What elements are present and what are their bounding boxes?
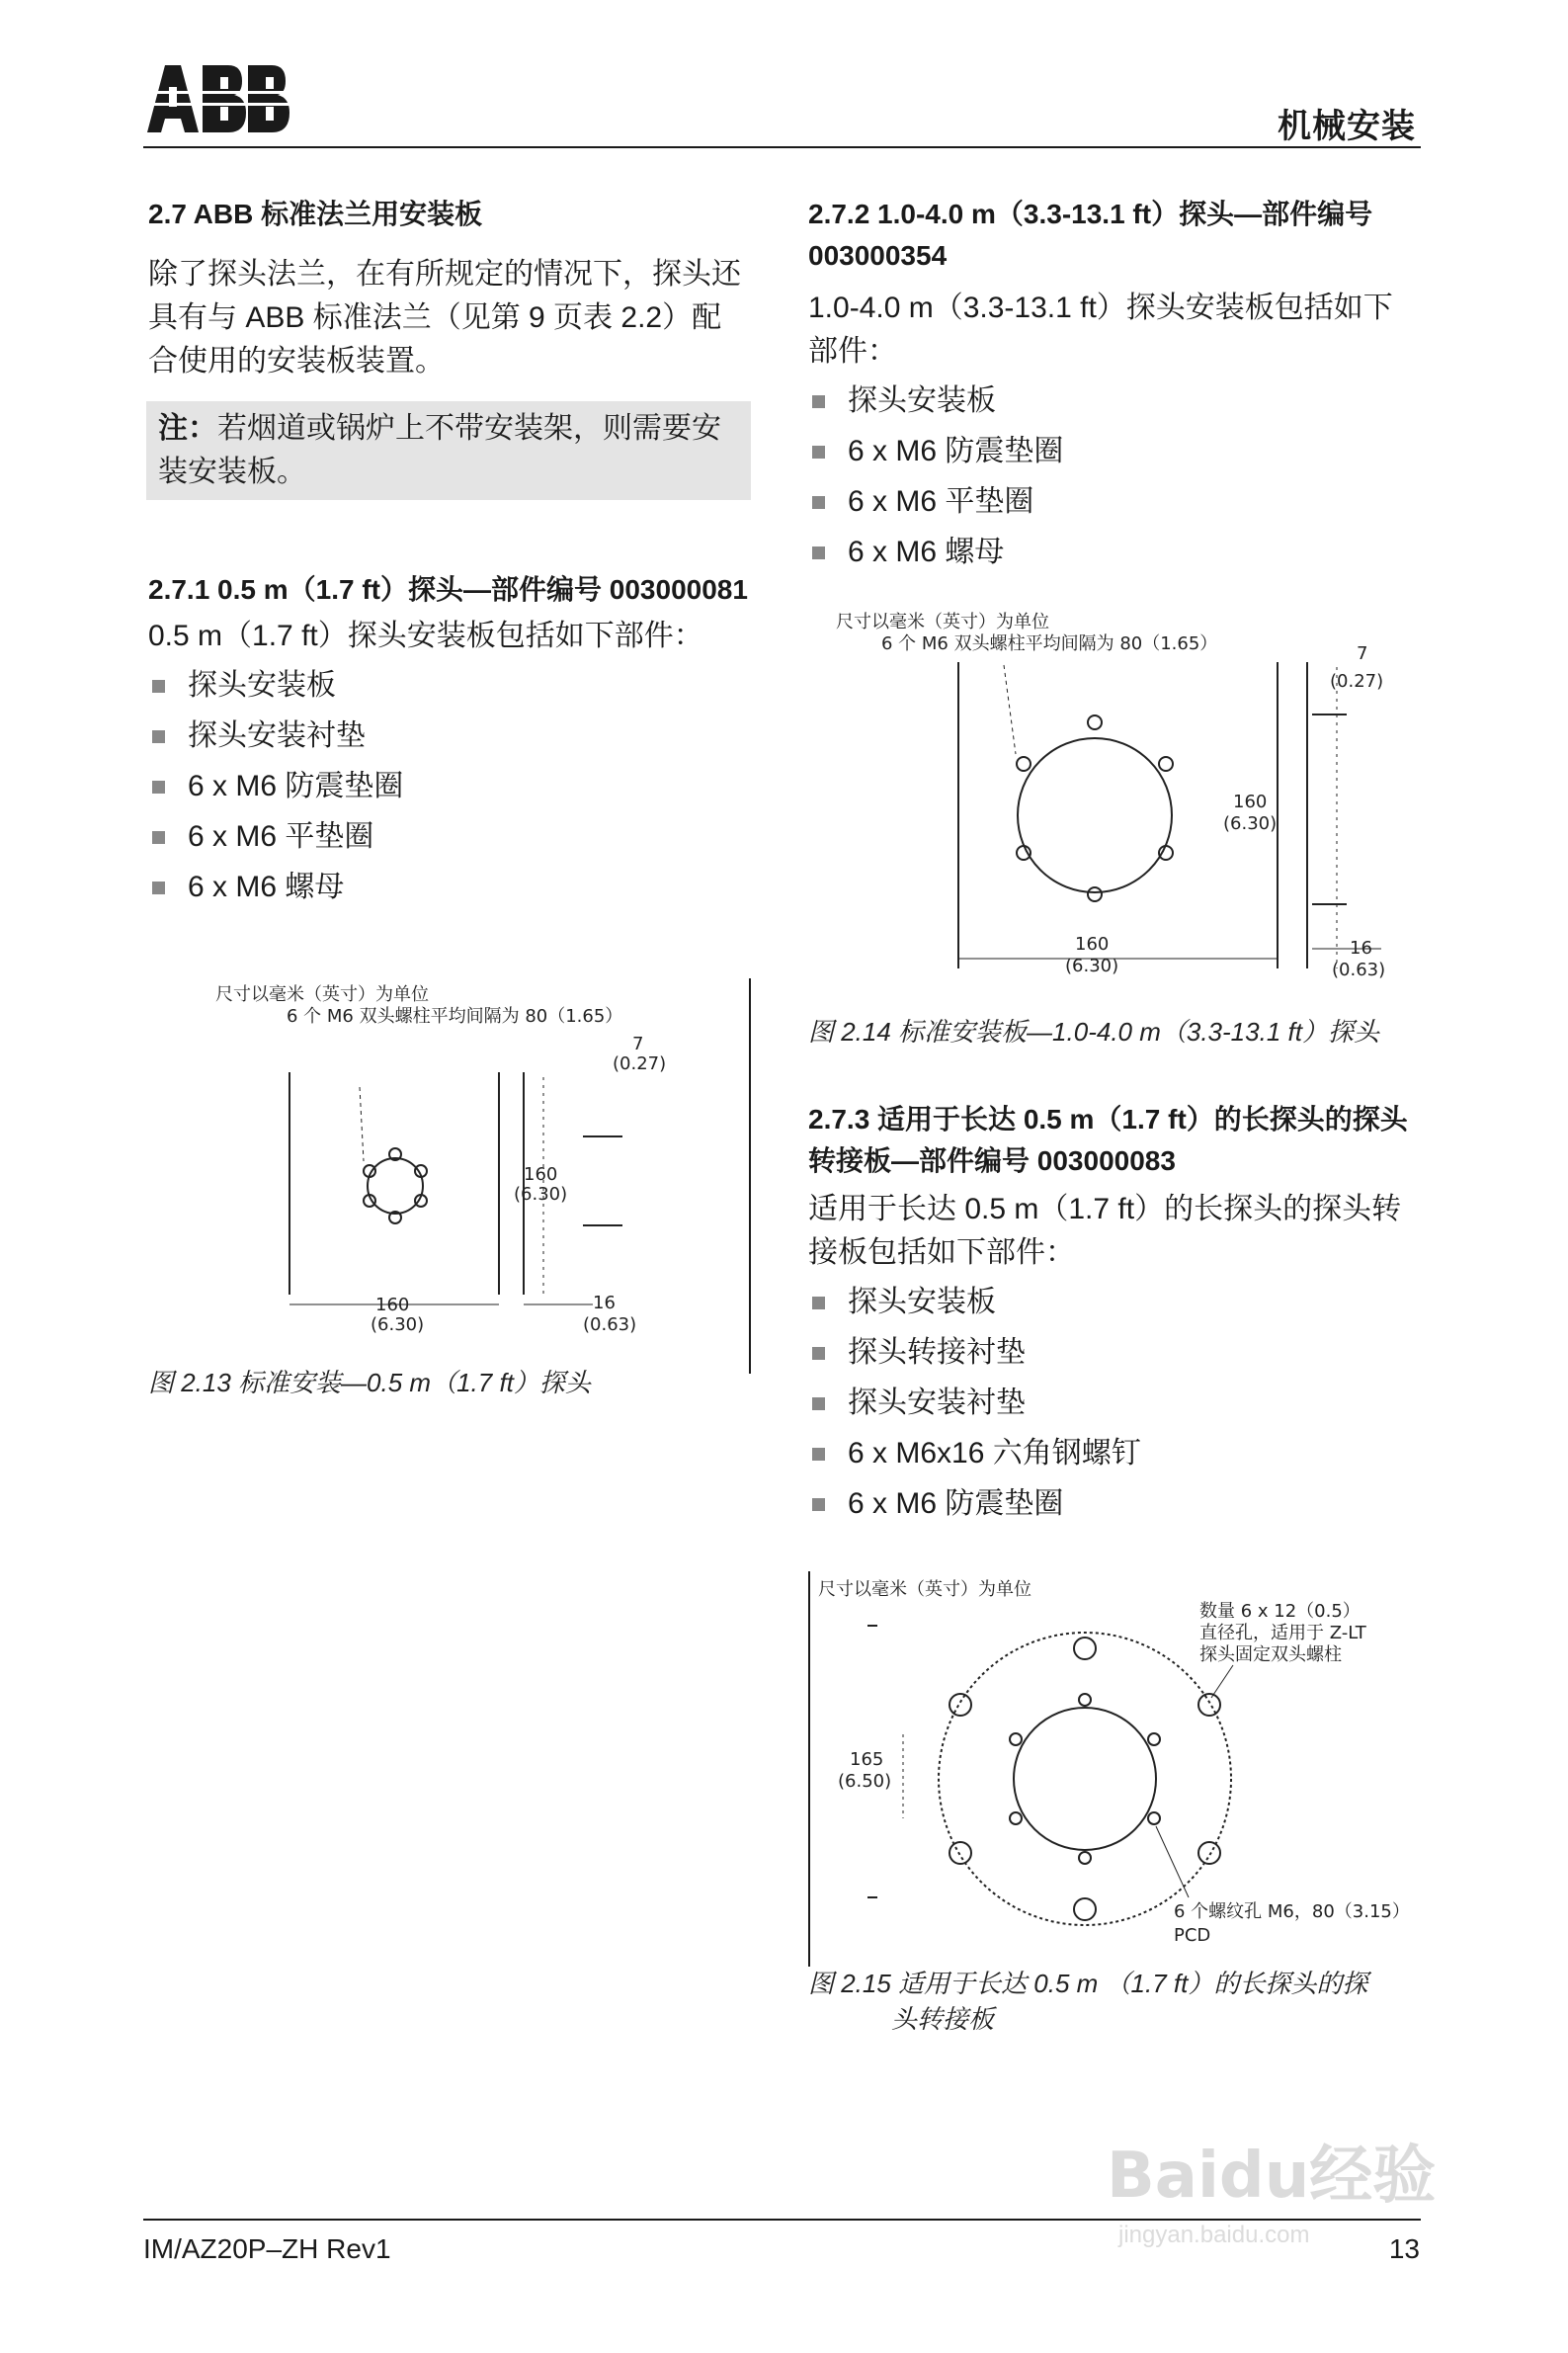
list-item: 6 x M6 防震垫圈 xyxy=(808,1478,1421,1529)
figure-2-13 xyxy=(148,978,761,1397)
figure-2-14 xyxy=(808,608,1421,1062)
watermark-brand: Baidu经验 xyxy=(1107,2140,1437,2213)
fig215-thread-line1: 6 个螺纹孔 M6，80（3.15） xyxy=(1174,1901,1410,1922)
list-item: 探头安装衬垫 xyxy=(808,1378,1421,1428)
list-item: 6 x M6x16 六角钢螺钉 xyxy=(808,1428,1421,1478)
list-item: 探头转接衬垫 xyxy=(808,1327,1421,1378)
fig214-dim-top: 7 xyxy=(1357,643,1368,664)
fig215-holes-line1: 数量 6 x 12（0.5） xyxy=(1199,1601,1361,1622)
fig213-dim-top: 7 xyxy=(632,1034,644,1054)
fig215-holes-line3: 探头固定双头螺柱 xyxy=(1199,1644,1342,1665)
note-box xyxy=(146,401,751,500)
fig214-dim-height-in: (6.30) xyxy=(1223,813,1278,834)
footer-doc-id: IM/AZ20P–ZH Rev1 xyxy=(143,2233,391,2264)
bullet-square-icon xyxy=(152,882,165,894)
bullet-square-icon xyxy=(152,781,165,794)
bullet-square-icon xyxy=(812,446,825,459)
baidu-watermark xyxy=(1107,2125,1462,2322)
section-2-7-3-list xyxy=(808,1277,1421,1529)
fig213-dim-top-in: (0.27) xyxy=(613,1053,667,1074)
right-column xyxy=(808,194,1421,577)
list-item: 6 x M6 平垫圈 xyxy=(808,476,1421,527)
bullet-square-icon xyxy=(812,496,825,509)
note-label: 注： xyxy=(158,412,217,445)
section-2-7-3 xyxy=(808,1099,1421,1529)
list-item: 6 x M6 防震垫圈 xyxy=(148,761,751,811)
bullet-square-icon xyxy=(152,680,165,693)
figure-2-15 xyxy=(808,1571,1421,2065)
section-2-7-2-title: 2.7.2 1.0-4.0 m（3.3-13.1 ft）探头—部件编号 003000354 xyxy=(808,199,1373,271)
bullet-square-icon xyxy=(812,1297,825,1309)
fig214-caption: 图 2.14 标准安装板—1.0-4.0 m（3.3-13.1 ft）探头 xyxy=(808,1017,1379,1047)
list-item: 6 x M6 螺母 xyxy=(808,527,1421,577)
list-item: 探头安装衬垫 xyxy=(148,711,751,761)
fig214-dim-width-in: (6.30) xyxy=(1065,956,1119,976)
abb-logo xyxy=(143,61,291,136)
fig214-studs-label: 6 个 M6 双头螺柱平均间隔为 80（1.65） xyxy=(881,633,1218,654)
bullet-square-icon xyxy=(152,730,165,743)
fig213-dim-right: 16 xyxy=(593,1293,616,1313)
section-2-7-1-intro: 0.5 m（1.7 ft）探头安装板包括如下部件： xyxy=(148,620,703,652)
fig213-dim-right-in: (0.63) xyxy=(583,1314,637,1335)
footer-rule xyxy=(143,2219,1421,2221)
list-item: 6 x M6 防震垫圈 xyxy=(808,426,1421,476)
fig213-caption: 图 2.13 标准安装—0.5 m（1.7 ft）探头 xyxy=(148,1368,591,1397)
fig213-dim-height: 160 xyxy=(524,1164,558,1185)
fig215-dim-diameter-in: (6.50) xyxy=(838,1771,892,1792)
list-item: 6 x M6 螺母 xyxy=(148,862,751,912)
section-2-7-3-title: 2.7.3 适用于长达 0.5 m（1.7 ft）的长探头的探头转接板—部件编号 003000083 xyxy=(808,1104,1408,1176)
page-number: 13 xyxy=(1388,2233,1420,2264)
header-title: 机械安装 xyxy=(1278,108,1416,145)
bullet-square-icon xyxy=(812,1347,825,1360)
section-2-7-3-intro: 适用于长达 0.5 m（1.7 ft）的长探头的探头转接板包括如下部件： xyxy=(808,1193,1402,1269)
left-column xyxy=(148,194,751,912)
fig213-studs-label: 6 个 M6 双头螺柱平均间隔为 80（1.65） xyxy=(287,1006,623,1027)
fig213-drawing xyxy=(148,978,761,1393)
section-2-7-2-intro: 1.0-4.0 m（3.3-13.1 ft）探头安装板包括如下部件： xyxy=(808,292,1393,368)
fig214-dim-right-in: (0.63) xyxy=(1332,960,1386,980)
section-2-7-1-title: 2.7.1 0.5 m（1.7 ft）探头—部件编号 003000081 xyxy=(148,574,748,605)
bullet-square-icon xyxy=(812,1498,825,1511)
figure-2-13-side-rule xyxy=(749,978,751,1374)
fig213-dim-height-in: (6.30) xyxy=(514,1184,568,1205)
fig213-dim-width-in: (6.30) xyxy=(371,1314,425,1335)
fig215-thread-line2: PCD xyxy=(1174,1925,1211,1946)
fig214-units-label: 尺寸以毫米（英寸）为单位 xyxy=(836,612,1049,632)
fig214-dim-right: 16 xyxy=(1350,938,1372,959)
fig214-drawing xyxy=(808,608,1421,1062)
fig215-caption-line2: 头转接板 xyxy=(891,2004,995,2034)
fig215-caption-line1: 图 2.15 适用于长达 0.5 m （1.7 ft）的长探头的探 xyxy=(808,1969,1368,1998)
fig215-dim-diameter: 165 xyxy=(850,1749,884,1770)
list-item: 6 x M6 平垫圈 xyxy=(148,811,751,862)
watermark-url: jingyan.baidu.com xyxy=(1118,2222,1310,2248)
list-item: 探头安装板 xyxy=(148,660,751,711)
section-2-7-title: 2.7 ABB 标准法兰用安装板 xyxy=(148,199,483,229)
bullet-square-icon xyxy=(812,546,825,559)
fig214-dim-top-in: (0.27) xyxy=(1330,671,1384,692)
header-rule xyxy=(143,146,1421,148)
bullet-square-icon xyxy=(812,1397,825,1410)
fig213-dim-width: 160 xyxy=(375,1295,410,1315)
note-text: 若烟道或锅炉上不带安装架，则需要安装安装板。 xyxy=(158,412,721,488)
bullet-square-icon xyxy=(152,831,165,844)
bullet-square-icon xyxy=(812,1448,825,1461)
fig214-dim-height: 160 xyxy=(1233,792,1268,812)
fig215-units-label: 尺寸以毫米（英寸）为单位 xyxy=(818,1579,1032,1600)
section-2-7-body: 除了探头法兰，在有所规定的情况下，探头还具有与 ABB 标准法兰（见第 9 页表 2.2）配合使用的安装板装置。 xyxy=(148,258,741,378)
list-item: 探头安装板 xyxy=(808,376,1421,426)
section-2-7-1-list xyxy=(148,660,751,912)
fig213-units-label: 尺寸以毫米（英寸）为单位 xyxy=(215,984,429,1005)
list-item: 探头安装板 xyxy=(808,1277,1421,1327)
bullet-square-icon xyxy=(812,395,825,408)
section-2-7-2-list xyxy=(808,376,1421,577)
fig215-holes-line2: 直径孔，适用于 Z-LT xyxy=(1199,1623,1366,1643)
fig214-dim-width: 160 xyxy=(1075,934,1110,955)
